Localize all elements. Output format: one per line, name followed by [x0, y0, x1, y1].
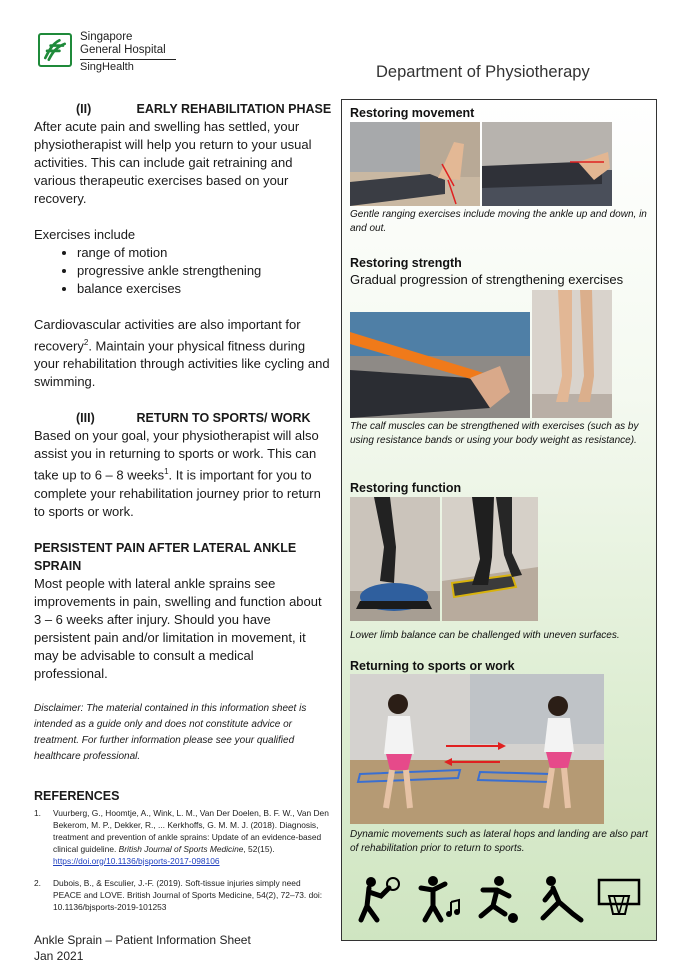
persistent-pain-heading: PERSISTENT PAIN AFTER LATERAL ANKLE SPRAIN: [34, 540, 297, 573]
strength-caption: The calf muscles can be strengthened with exercises (such as by using resistance bands or using your body weight as resistance).: [350, 421, 639, 446]
references-list: [34, 807, 330, 913]
rehab-panel: [341, 99, 657, 941]
early-phase-heading: [34, 100, 330, 118]
return-phase-title: RETURN TO SPORTS/ WORK: [136, 411, 311, 426]
references-title: REFERENCES: [34, 788, 120, 803]
left-column: [34, 100, 330, 923]
sgh-logo-icon: [38, 33, 72, 67]
footer-date: Jan 2021: [34, 949, 84, 963]
return-phase-num: (III): [76, 411, 95, 426]
return-phase-body: [34, 427, 330, 520]
tennis-player-icon: [357, 874, 405, 924]
strength-title: Restoring strength: [350, 256, 462, 270]
disclaimer: Disclaimer: The material contained in this information sheet is intended as a guide only and does not constitute advice or treatment. For further information please see your qualified healthcare professional.: [34, 702, 307, 762]
persistent-pain-body: Most people with lateral ankle sprains see improvements in pain, swelling and function about 3 – 6 weeks after injury. Should you have persistent pain and/or limitation in movement, it may be advisable to consult a medical professional.: [34, 575, 322, 681]
cardio-text-b: . Maintain your physical fitness during your rehabilitation through activities like cycling and swimming.: [34, 338, 330, 390]
dancer-icon: [415, 874, 463, 924]
basketball-hoop-icon: [595, 874, 643, 924]
function-title: Restoring function: [350, 481, 462, 495]
reference-volume: , 52(15).: [243, 843, 275, 854]
exercise-item: • range of motion: [77, 244, 330, 262]
return-text-a: Based on your goal, your physiotherapist will also assist you in returning to sports or work. This can take up to 6 – 8 weeks: [34, 428, 319, 483]
balance-board-photo: [350, 497, 440, 621]
early-phase-num: (II): [76, 102, 92, 116]
reference-item: [34, 807, 330, 867]
reference-number: 1.: [34, 807, 41, 818]
footer-title: Ankle Sprain – Patient Information Sheet: [34, 933, 251, 947]
exercise-list: [34, 244, 330, 298]
logo-text: [80, 31, 166, 74]
sports-caption: Dynamic movements such as lateral hops and landing are also part of rehabilitation prior to return to sports.: [350, 829, 648, 854]
movement-title: Restoring movement: [350, 106, 475, 120]
hospital-logo: [38, 31, 178, 73]
movement-caption: Gentle ranging exercises include moving the ankle up and down, in and out.: [350, 209, 647, 234]
reference-text: Dubois, B., & Esculier, J.-F. (2019). Soft-tissue injuries simply need PEACE and LOVE. British Journal of Sports Medicine, 54(2), 72–73. doi: 10.1136/bjsports-2019-101253: [53, 877, 323, 912]
logo-name-line2: General Hospital: [80, 43, 166, 56]
resistance-band-photo: [350, 312, 530, 418]
function-caption: Lower limb balance can be challenged with uneven surfaces.: [350, 630, 620, 641]
logo-name-line1: Singapore: [80, 31, 133, 43]
calf-raise-photo: [532, 290, 612, 418]
exercises-intro: Exercises include: [34, 227, 136, 242]
logo-divider: [80, 59, 176, 60]
logo-group: SingHealth: [80, 61, 134, 73]
department-title: Department of Physiotherapy: [376, 63, 590, 81]
ankle-ranging-photo-1: [350, 122, 480, 206]
cardio-text-a: Cardiovascular activities are also important for recovery: [34, 317, 301, 354]
reference-number: 2.: [34, 877, 41, 888]
early-phase-body: After acute pain and swelling has settled, your physiotherapist will help you return to your usual activities. This can include gait retraining and various therapeutic exercises based on your recovery.: [34, 119, 312, 206]
reference-text: Vuurberg, G., Hoomtje, A., Wink, L. M., Van Der Doelen, B. F. W., Van Den Bekerom, M. P., Dekker, R., ... Kerkhoffs, G. M. M. J. (2018). Diagnosis, treatment and prevention of ankle sprains: Update of an evidence-based clinical guideline.: [53, 807, 329, 854]
cardio-ref: 2: [83, 338, 89, 347]
reference-item: [34, 877, 330, 913]
return-phase-heading: [34, 409, 330, 427]
sports-title: Returning to sports or work: [350, 659, 515, 673]
return-ref: 1: [164, 467, 169, 477]
lateral-hops-photo: [350, 674, 604, 824]
soccer-player-icon: [473, 874, 521, 924]
early-phase-title: EARLY REHABILITATION PHASE: [136, 102, 332, 116]
uneven-surface-photo: [442, 497, 538, 621]
reference-journal: British Journal of Sports Medicine: [118, 843, 244, 854]
sport-icons-row: [357, 874, 647, 924]
return-text-b: . It is important for you to complete your rehabilitation journey prior to return to sports or work.: [34, 467, 321, 519]
exercise-item: • balance exercises: [77, 280, 330, 298]
ankle-ranging-photo-2: [482, 122, 612, 206]
yoga-stretch-icon: [537, 874, 585, 924]
footer: [34, 932, 251, 964]
strength-subtitle: Gradual progression of strengthening exercises: [350, 272, 624, 287]
reference-doi-link[interactable]: https://doi.org/10.1136/bjsports-2017-098106: [53, 855, 220, 866]
exercise-item: • progressive ankle strengthening: [77, 262, 330, 280]
cardio-paragraph: [34, 316, 330, 391]
